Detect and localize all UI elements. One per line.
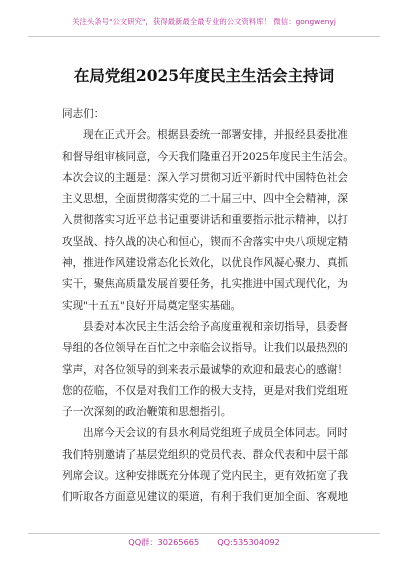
footer-qq-group: QQ群：30265665	[128, 537, 200, 547]
paragraph-line: 神，推进作风建设常态化长效化，以优良作风凝心聚力、真抓	[62, 257, 349, 270]
document-body	[62, 104, 357, 509]
paragraph-line: 我们特别邀请了基层党组织的党员代表、群众代表和中层干部	[62, 448, 349, 461]
paragraph-line: 实现"十五五"良好开局奠定坚实基础。	[62, 299, 242, 312]
page-footer	[0, 537, 408, 548]
document-title: 在局党组2025年度民主生活会主持词	[73, 66, 335, 85]
paragraph-line: 导组的各位领导在百忙之中亲临会议指导。让我们以最热烈的	[62, 342, 349, 355]
paragraph-line: 出席今天会议的有县水利局党组班子成员全体同志。同时	[83, 427, 348, 440]
paragraph-line: 和督导组审核同意，今天我们隆重召开2025年度民主生活会。	[62, 150, 354, 163]
paragraph-line: 攻坚战、持久战的决心和恒心，锲而不舍落实中央八项规定精	[62, 235, 349, 248]
paragraph-line: 主义思想，全面贯彻落实党的二十届三中、四中全会精神，深	[62, 193, 349, 206]
salutation: 同志们：	[62, 108, 105, 120]
footer-divider	[28, 533, 380, 534]
paragraph-line: 现在正式开会。根据县委统一部署安排，并报经县委批准	[83, 129, 348, 142]
paragraph-line: 本次会议的主题是：深入学习贯彻习近平新时代中国特色社会	[62, 171, 349, 184]
paragraph-opening	[62, 125, 357, 317]
paragraph-attendees	[62, 423, 357, 508]
paragraph-line: 子一次深刻的政治鞭策和思想指引。	[62, 406, 232, 419]
paragraph-welcome	[62, 317, 357, 423]
paragraph-line: 们听取各方面意见建议的渠道，有利于我们更加全面、客观地	[62, 491, 349, 504]
paragraph-line: 列席会议。这种安排既充分体现了党内民主，更有效拓宽了我	[62, 470, 349, 483]
page-header-notice: 关注头条号"公文研究"，获得最新最全最专业的公文资料库！ 微信：gongwenyj	[72, 17, 336, 26]
paragraph-line: 您的莅临，不仅是对我们工作的极大支持，更是对我们党组班	[62, 384, 349, 397]
paragraph-line: 实干，聚焦高质量发展首要任务，扎实推进中国式现代化，为	[62, 278, 349, 291]
paragraph-line: 掌声，对各位领导的到来表示最诚挚的欢迎和最衷心的感谢！	[62, 363, 349, 376]
paragraph-line: 入贯彻落实习近平总书记重要讲话和重要指示批示精神，以打	[62, 214, 349, 227]
header-divider	[28, 36, 380, 37]
footer-qq-contact: QQ:535304092	[217, 537, 280, 547]
paragraph-line: 县委对本次民主生活会给予高度重视和亲切指导，县委督	[83, 320, 348, 333]
